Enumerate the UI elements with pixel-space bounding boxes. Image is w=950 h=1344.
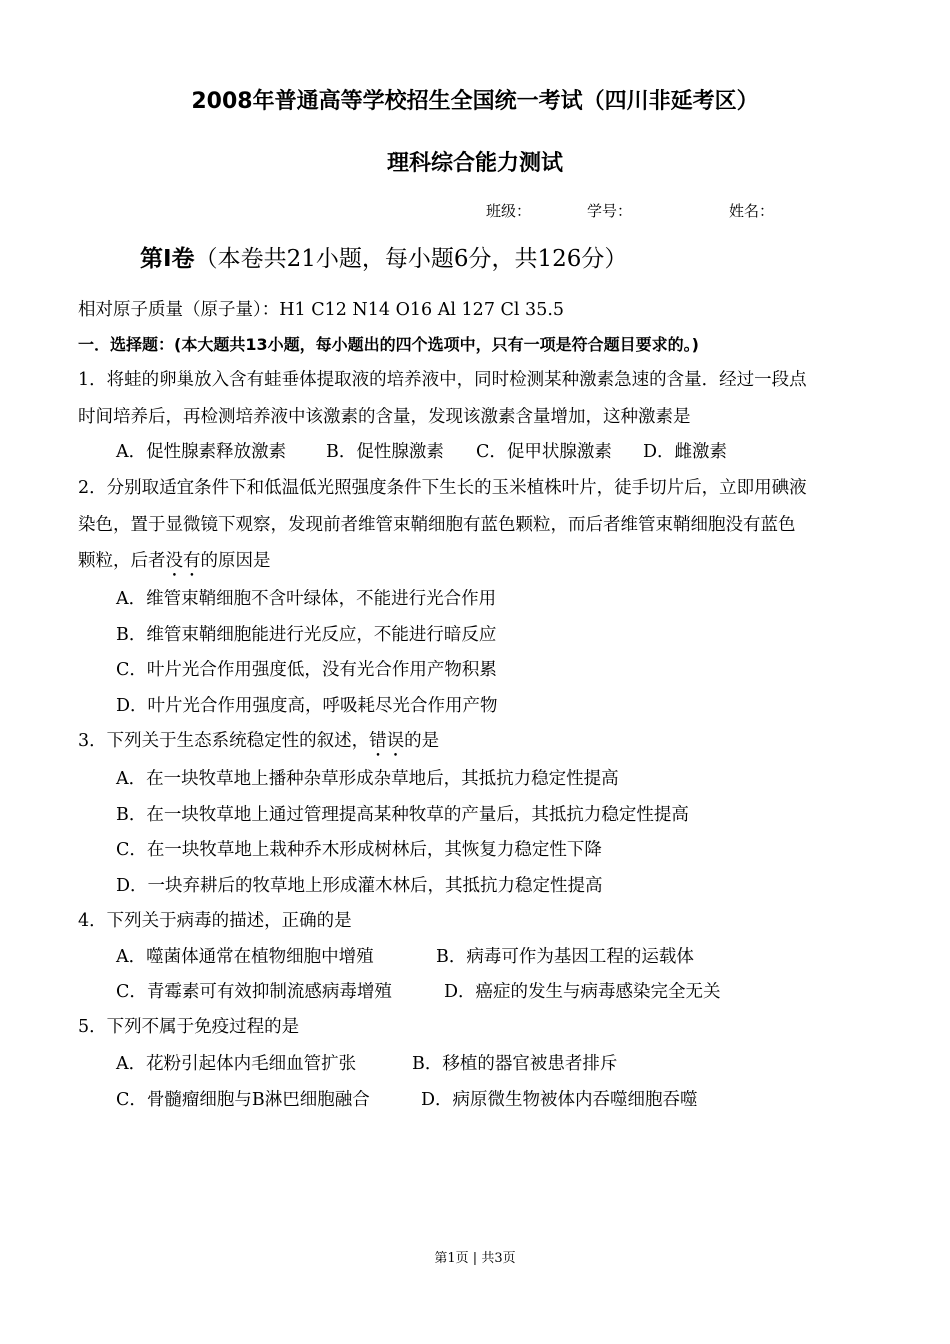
question-2-line-1: 2．分别取适宜条件下和低温低光照强度条件下生长的玉米植株叶片，徒手切片后，立即用碘液: [78, 478, 807, 498]
question-1-option-a: A．促性腺素释放激素: [116, 442, 287, 462]
question-3-option-b: B．在一块牧草地上通过管理提高某种牧草的产量后，其抵抗力稳定性提高: [116, 805, 689, 825]
section-description: （本卷共21小题，每小题6分，共126分）: [194, 246, 628, 272]
question-4-stem: 4．下列关于病毒的描述，正确的是: [78, 911, 352, 931]
exam-subtitle: 理科综合能力测试: [386, 151, 563, 176]
question-3-option-d: D．一块弃耕后的牧草地上形成灌木林后，其抵抗力稳定性提高: [116, 876, 603, 896]
student-id-label: 学号：: [587, 202, 633, 220]
question-4-option-d: D．癌症的发生与病毒感染完全无关: [444, 982, 721, 1002]
question-2-line-3-start: 颗粒，后者: [78, 551, 166, 571]
question-2-line-3-end: 的原因是: [200, 551, 271, 571]
exam-title: 2008年普通高等学校招生全国统一考试（四川非延考区）: [191, 89, 759, 114]
question-5-option-c: C．骨髓瘤细胞与B淋巴细胞融合: [116, 1090, 370, 1110]
question-2-option-b: B．维管束鞘细胞能进行光反应，不能进行暗反应: [116, 625, 497, 645]
question-5-option-a: A．花粉引起体内毛细血管扩张: [116, 1054, 357, 1074]
part-heading: 一．选择题：(本大题共13小题，每小题出的四个选项中，只有一项是符合题目要求的。): [78, 335, 699, 354]
section-title: 第Ⅰ卷: [140, 246, 195, 272]
emphasis-text: 没有: [165, 551, 201, 571]
name-label: 姓名：: [729, 202, 775, 220]
question-1-option-b: B．促性腺激素: [326, 442, 444, 462]
page-footer: 第1页 | 共3页: [434, 1251, 516, 1266]
question-1-option-d: D．雌激素: [643, 442, 728, 462]
question-4-option-b: B．病毒可作为基因工程的运载体: [436, 947, 694, 967]
question-3-option-a: A．在一块牧草地上播种杂草形成杂草地后，其抵抗力稳定性提高: [116, 769, 619, 789]
class-label: 班级：: [486, 202, 532, 220]
question-2-option-a: A．维管束鞘细胞不含叶绿体，不能进行光合作用: [116, 589, 497, 609]
question-2-line-2: 染色，置于显微镜下观察，发现前者维管束鞘细胞有蓝色颗粒，而后者维管束鞘细胞没有蓝色: [78, 515, 796, 535]
question-5-stem: 5．下列不属于免疫过程的是: [78, 1017, 300, 1037]
question-5-option-d: D．病原微生物被体内吞噬细胞吞噬: [421, 1090, 698, 1110]
atomic-mass-line: 相对原子质量（原子量）：H1 C12 N14 O16 Al 127 Cl 35.5: [78, 300, 565, 320]
question-3-option-c: C．在一块牧草地上栽种乔木形成树林后，其恢复力稳定性下降: [116, 840, 602, 860]
question-4-option-c: C．青霉素可有效抑制流感病毒增殖: [116, 982, 392, 1002]
question-3-stem-start: 3．下列关于生态系统稳定性的叙述，: [78, 731, 370, 751]
question-1-line-2: 时间培养后，再检测培养液中该激素的含量，发现该激素含量增加，这种激素是: [78, 407, 691, 427]
question-3-stem: [78, 727, 439, 761]
question-2-option-c: C．叶片光合作用强度低，没有光合作用产物积累: [116, 660, 497, 680]
section-heading: [140, 240, 627, 273]
emphasis-text: 错误: [369, 731, 405, 751]
question-5-option-b: B．移植的器官被患者排斥: [412, 1054, 618, 1074]
question-4-option-a: A．噬菌体通常在植物细胞中增殖: [116, 947, 374, 967]
question-2-line-3: [78, 547, 271, 581]
question-1-option-c: C．促甲状腺激素: [476, 442, 612, 462]
question-2-option-d: D．叶片光合作用强度高，呼吸耗尽光合作用产物: [116, 696, 498, 716]
question-3-stem-end: 的是: [404, 731, 440, 751]
question-1-line-1: 1．将蛙的卵巢放入含有蛙垂体提取液的培养液中，同时检测某种激素急速的含量．经过一段点: [78, 370, 807, 390]
